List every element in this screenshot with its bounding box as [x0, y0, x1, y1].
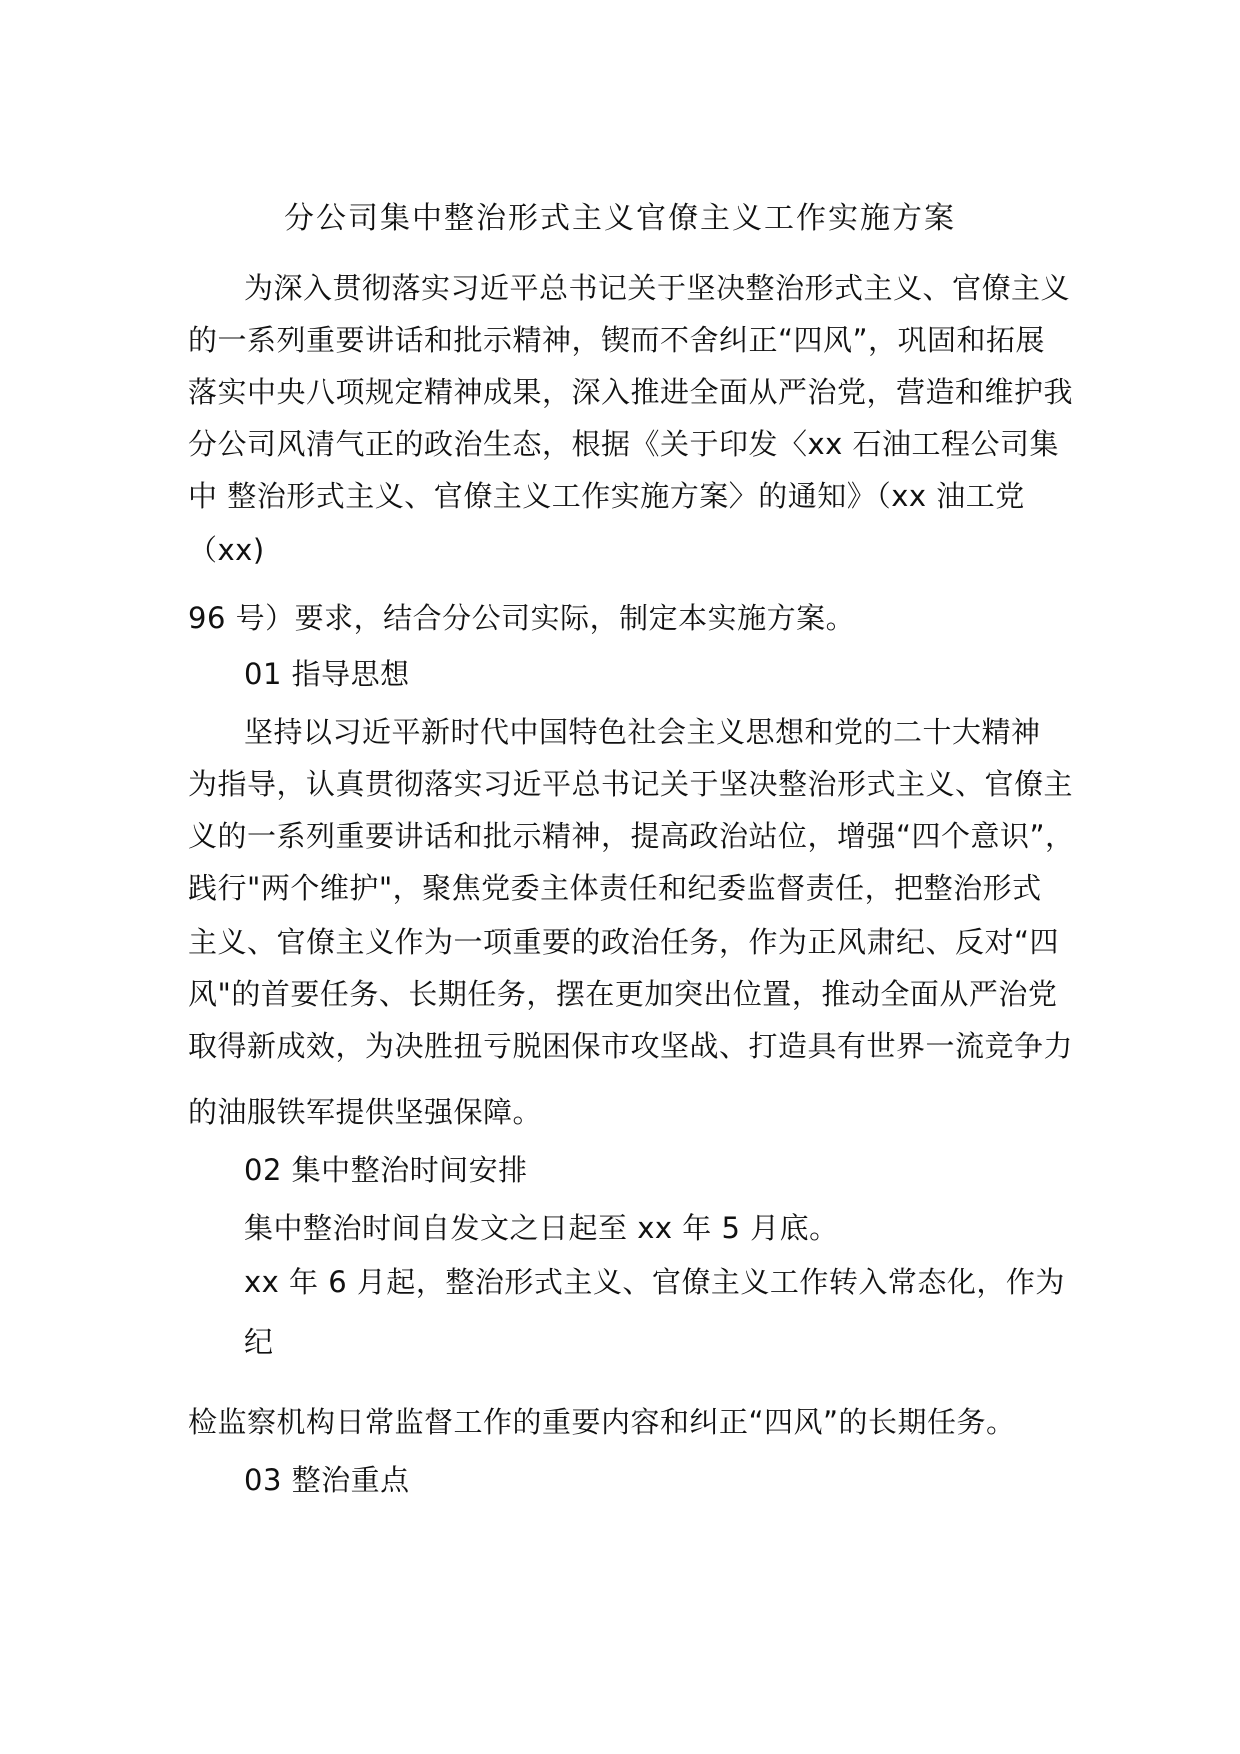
paragraph-line: 集中整治时间自发文之日起至 xx 年 5 月底。 — [244, 1211, 839, 1245]
section-heading: 02 集中整治时间安排 — [244, 1153, 528, 1187]
paragraph-line: 取得新成效，为决胜扭亏脱困保市攻坚战、打造具有世界一流竞争力 — [188, 1029, 1074, 1063]
paragraph-line: 为指导，认真贯彻落实习近平总书记关于坚决整治形式主义、官僚主 — [188, 767, 1074, 801]
paragraph-line: 检监察机构日常监督工作的重要内容和纠正“四风”的长期任务。 — [188, 1405, 1016, 1439]
paragraph-line: 96 号）要求，结合分公司实际，制定本实施方案。 — [188, 601, 856, 635]
paragraph-line: 中 整治形式主义、官僚主义工作实施方案〉的通知》（xx 油工党 — [188, 479, 1025, 513]
paragraph-line: 践行"两个维护"，聚焦党委主体责任和纪委监督责任，把整治形式 — [188, 871, 1042, 905]
paragraph-line: 的一系列重要讲话和批示精神，锲而不舍纠正“四风”，巩固和拓展 — [188, 323, 1046, 357]
paragraph-line: 风"的首要任务、长期任务，摆在更加突出位置，推动全面从严治党 — [188, 977, 1058, 1011]
paragraph-line: 分公司风清气正的政治生态，根据《关于印发〈xx 石油工程公司集 — [188, 427, 1060, 461]
document-title: 分公司集中整治形式主义官僚主义工作实施方案 — [284, 201, 956, 236]
paragraph-line: 义的一系列重要讲话和批示精神，提高政治站位，增强“四个意识”， — [188, 819, 1075, 853]
paragraph-line: （xx) — [188, 533, 265, 567]
paragraph-line: 的油服铁军提供坚强保障。 — [188, 1095, 543, 1129]
paragraph-line: 纪 — [244, 1325, 274, 1359]
paragraph-line: 落实中央八项规定精神成果，深入推进全面从严治党，营造和维护我 — [188, 375, 1074, 409]
paragraph-line: xx 年 6 月起，整治形式主义、官僚主义工作转入常态化，作为 — [244, 1265, 1065, 1299]
paragraph-line: 主义、官僚主义作为一项重要的政治任务，作为正风肃纪、反对“四 — [188, 925, 1060, 959]
paragraph-line: 坚持以习近平新时代中国特色社会主义思想和党的二十大精神 — [244, 715, 1041, 749]
section-heading: 03 整治重点 — [244, 1463, 410, 1497]
section-heading: 01 指导思想 — [244, 657, 410, 691]
paragraph-line: 为深入贯彻落实习近平总书记关于坚决整治形式主义、官僚主义 — [244, 271, 1071, 305]
